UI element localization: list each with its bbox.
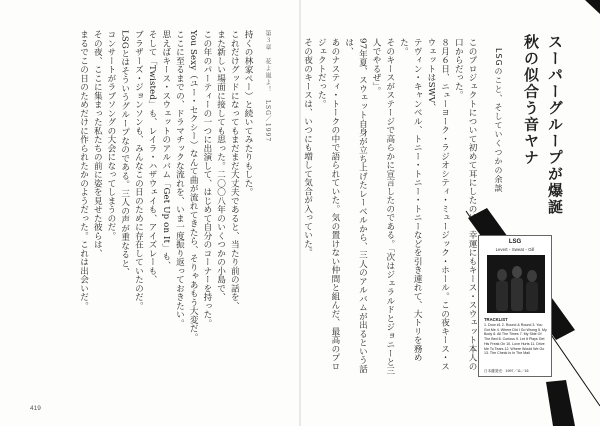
diagonal-band-top: [585, 0, 600, 14]
section-title: スーパーグループが爆誕: [546, 34, 564, 216]
release-date: 日本盤発売：1997／11／16: [484, 369, 529, 373]
running-head: 第３章 花よ嵐よ！ LSG／1997: [264, 30, 271, 143]
album-cover-image: [487, 255, 545, 313]
diagonal-band-bottom: [546, 380, 575, 426]
right-page-body-text: このプロジェクトについて初めて耳にしたのは、幸運にもキース・スウェット本人の口からだった。 ８月６日、ニューヨーク・ラジオシティ・ミュージック・ホール。この夜キース・スウェットはSWV、 テヴィン・キャンベル、トニー・トニー・トニーなどを引き連れて、大トリを務めた。 そのキースがステージで高らかに宣言したのである。「次はジェラルドとジョニーと三人でやるぜ」。 97年夏、スウェット自身が立ち上げたレーベルから、三人のアルバムが出るという話は、 あのナスティ・トークの中で語られていた。気の置けない仲間と組んだ、最高のプロジェクトだった。 その夜のキースは、いつにも増して気合が入っていた。: [302, 38, 477, 375]
album-artists: Levert・Sweat・Gill: [495, 247, 535, 252]
tracklist-heading: TRACKLIST: [484, 317, 508, 322]
section-title-second-line: 秋の似合う音ヤナ: [522, 34, 540, 166]
tracklist: 1. Door #1 2. Round & Round 3. You Got Me 4. Where Did I Go Wrong 5. My Body 6. All The Times 7. My Side Of The Bed 8. Curious 9. Let It Plays Get His Freak On 10. Love Hurts 11. Drive Me To Tears 12. Where Would We Go 13. The Check Is In The Mail: [484, 323, 547, 356]
album-title: LSG: [508, 239, 522, 245]
left-page-body-text: 持くの林家ペー）と続いてみたりもした。 これだけグッドになってもまだまだ大丈夫であると、当たり前の話を、 また新しい場面に接しても思った。二〇〇八年のいくつかの小島で、 この年のパーティーの一つに出演して、はじめて自分のコーナーを持った。 You Sexy（ユー・セクシー）なんて曲が流れてきたら、そりゃあもう大変だ。 ここに至るまでの、ドラマチックな流れを、いま一度振り返っておきたい。 思えばキース・スウェットのアルバム「Get Up on It」も、 そして「Twisted」も、レイラ・ハザウェイも、アイズレーも、 ブラザーズ・ジョンソンも、みんなこの日のために存在していたのだ。 LSGとはそういうグループなのである。三人の声が重なると、 コンサートがラブソングの大会になってしまうのだ。 その夜、ここに集まった私たちの前に姿を見せた彼らは、 まるでこの日のためだけに作られたかのようだった。これは出会いだ。: [78, 30, 253, 342]
section-subtitle: LSGのこと、そしていくつかの余談: [494, 48, 503, 193]
album-info-box: [478, 235, 552, 377]
page-number-left: 419: [30, 405, 41, 412]
